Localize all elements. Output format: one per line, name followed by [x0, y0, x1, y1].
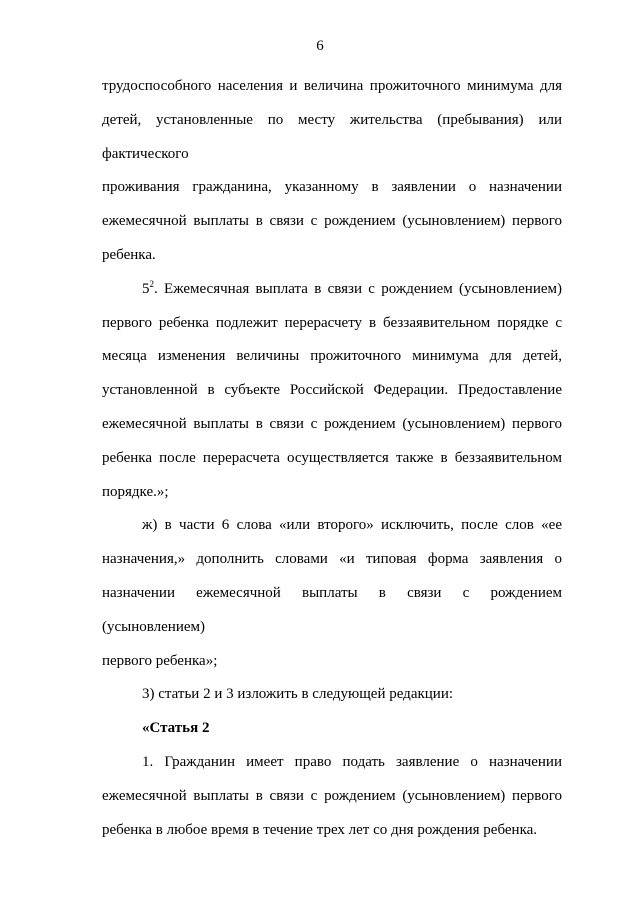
article-title: «Статья 2	[142, 720, 210, 737]
text-line: назначения,» дополнить словами «и типовая форма заявления о	[102, 551, 562, 568]
text-line: установленной в субъекте Российской Федерации. Предоставление	[102, 382, 562, 399]
paragraph-3	[102, 678, 562, 712]
text-line: детей, установленные по месту жительства (пребывания) или фактического	[102, 111, 562, 162]
text-line: трудоспособного населения и величина прожиточного минимума для	[102, 78, 562, 94]
text-line: первого ребенка»;	[102, 652, 218, 669]
text-line: ребенка после перерасчета осуществляется также в беззаявительном	[102, 449, 562, 466]
paragraph-continuation	[102, 70, 562, 273]
text-line: проживания гражданина, указанному в заявлении о назначении	[102, 179, 562, 196]
page-number: 6	[316, 38, 324, 54]
clause-superscript: 2	[149, 278, 154, 289]
paragraph-zh	[102, 509, 562, 678]
text-line: назначении ежемесячной выплаты в связи с рождением (усыновлением)	[102, 584, 562, 635]
text-line: ребенка.	[102, 246, 156, 263]
article-heading	[102, 712, 562, 746]
text-line: 3) статьи 2 и 3 изложить в следующей редакции:	[142, 686, 454, 703]
text-line: 1. Гражданин имеет право подать заявление о назначении	[142, 753, 562, 770]
text-line: ребенка в любое время в течение трех лет со дня рождения ребенка.	[102, 821, 538, 838]
text-line: ж) в части 6 слова «или второго» исключить, после слов «ее	[142, 517, 562, 534]
document-body	[102, 70, 562, 847]
text-line: месяца изменения величины прожиточного минимума для детей,	[102, 348, 562, 365]
text-line-rest: . Ежемесячная выплата в связи с рождением (усыновлением)	[154, 280, 562, 297]
text-line	[102, 273, 562, 307]
text-line: ежемесячной выплаты в связи с рождением (усыновлением) первого	[102, 787, 562, 804]
paragraph-5-2	[102, 273, 562, 510]
text-line: первого ребенка подлежит перерасчету в беззаявительном порядке с	[102, 314, 562, 331]
text-line: порядке.»;	[102, 483, 169, 500]
text-line: ежемесячной выплаты в связи с рождением (усыновлением) первого	[102, 415, 562, 432]
clause-number: 5	[142, 280, 150, 297]
text-line: ежемесячной выплаты в связи с рождением (усыновлением) первого	[102, 213, 562, 230]
paragraph-article-2-item-1	[102, 746, 562, 847]
